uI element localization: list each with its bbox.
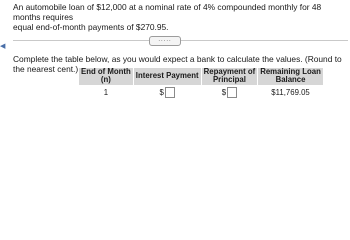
principal-dollar-sign: $	[221, 87, 227, 97]
header-end-of-month-line1: End of Month	[81, 67, 131, 76]
principal-repayment-input[interactable]	[227, 87, 237, 98]
cell-repayment-of-principal	[201, 85, 258, 100]
expand-button[interactable]: .....	[149, 36, 181, 46]
table-header-row	[79, 68, 324, 86]
header-repayment-of-principal	[201, 68, 258, 86]
cell-remaining-balance: $11,769.05	[271, 87, 310, 97]
problem-line-2: equal end-of-month payments of $270.95.	[13, 22, 169, 32]
side-marker-icon: ◀	[0, 43, 6, 50]
header-remaining-loan-balance	[258, 68, 324, 86]
interest-dollar-sign: $	[159, 87, 164, 97]
header-balance-line2: Balance	[275, 75, 306, 85]
instruction-text: Complete the table below, as you would expect a bank to calculate the values. (Round to the nearest cent.)	[13, 54, 342, 74]
cell-month: 1	[103, 87, 109, 97]
cell-interest-payment	[133, 85, 201, 100]
header-end-of-month	[79, 68, 134, 86]
header-interest-payment	[133, 68, 201, 86]
problem-statement	[13, 2, 343, 32]
header-end-of-month-line2: (n)	[100, 75, 111, 85]
interest-payment-input[interactable]	[165, 87, 175, 98]
header-interest-payment-label: Interest Payment	[135, 71, 199, 81]
header-repayment-line2: Principal	[212, 75, 246, 85]
amortization-table	[78, 67, 324, 100]
problem-line-1: An automobile loan of $12,000 at a nominal rate of 4% compounded monthly for 48 months requires	[13, 2, 322, 22]
header-balance-line1: Remaining Loan	[260, 67, 321, 76]
header-repayment-line1: Repayment of	[203, 67, 256, 76]
table-row	[79, 85, 324, 100]
section-divider	[13, 36, 348, 46]
